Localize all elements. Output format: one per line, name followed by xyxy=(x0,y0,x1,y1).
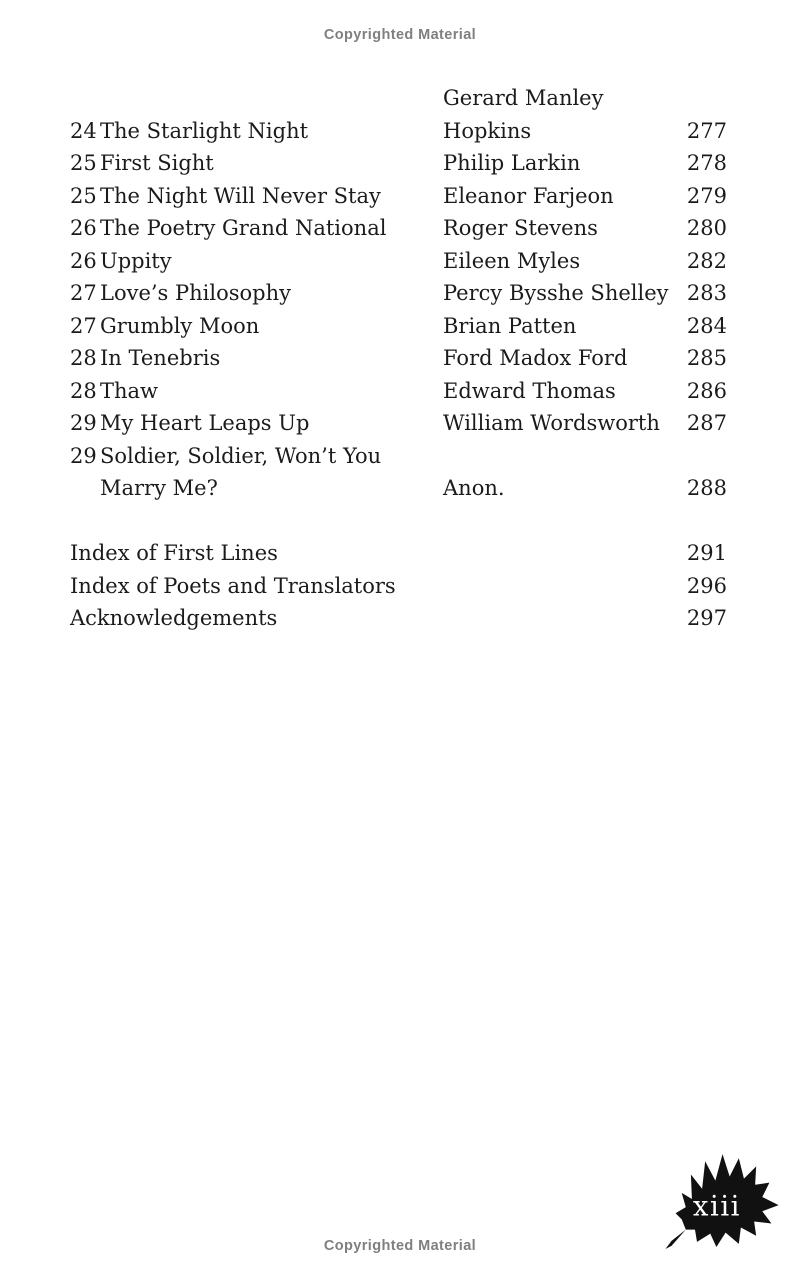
entry-title-cell xyxy=(70,342,443,375)
entry-page-number: 285 xyxy=(686,346,727,370)
toc-entry-row xyxy=(70,212,727,245)
leaf-logo xyxy=(658,1148,786,1250)
copyright-notice-bottom: Copyrighted Material xyxy=(323,1238,477,1254)
entry-poet: Brian Patten xyxy=(443,313,577,338)
entry-title: The Poetry Grand National xyxy=(100,216,387,240)
entry-poet: Edward Thomas xyxy=(443,378,616,403)
back-matter-row xyxy=(70,537,727,570)
entry-day-number: 26 xyxy=(70,216,97,240)
entry-title: Thaw xyxy=(100,378,159,403)
entry-page-number: 279 xyxy=(686,183,727,208)
entry-title-cell xyxy=(70,147,443,180)
entry-title-cell xyxy=(70,310,443,343)
toc-entry-row xyxy=(70,245,727,278)
entry-day-number: 29 xyxy=(70,443,97,468)
copyright-notice-top: Copyrighted Material xyxy=(323,27,477,43)
entry-title-cell xyxy=(70,440,443,505)
entry-day-number: 24 xyxy=(70,118,97,143)
entry-day-number: 28 xyxy=(70,378,97,403)
entry-poet: Ford Madox Ford xyxy=(443,346,628,370)
back-matter-list xyxy=(70,537,727,635)
entry-page-number: 288 xyxy=(686,476,727,500)
entry-poet: William Wordsworth xyxy=(443,411,660,435)
entry-title-cell xyxy=(70,375,443,408)
entry-title: The Starlight Night xyxy=(100,118,309,143)
entry-day-number: 25 xyxy=(70,183,97,208)
entry-title-cell xyxy=(70,115,443,148)
back-matter-title: Index of First Lines xyxy=(70,541,278,565)
back-matter-page-number: 291 xyxy=(686,541,727,565)
entry-title-cell xyxy=(70,277,443,310)
entry-poet: Roger Stevens xyxy=(443,216,598,240)
entry-day-number: 25 xyxy=(70,151,97,175)
section-gap xyxy=(70,505,727,538)
entry-page-number: 284 xyxy=(686,313,727,338)
entry-title-cell xyxy=(70,407,443,440)
entry-title: Uppity xyxy=(100,248,172,273)
toc-entry-list xyxy=(70,82,727,505)
back-matter-row xyxy=(70,570,727,603)
toc-entry-row xyxy=(70,277,727,310)
folio-number: xiii xyxy=(692,1190,741,1223)
toc-entry-row xyxy=(70,407,727,440)
entry-title: The Night Will Never Stay xyxy=(100,183,381,208)
toc-entry-row xyxy=(70,310,727,343)
entry-title: In Tenebris xyxy=(100,346,221,370)
entry-title: Soldier, Soldier, Won’t You xyxy=(100,443,382,468)
table-of-contents xyxy=(70,82,727,635)
back-matter-page-number: 297 xyxy=(686,606,727,630)
toc-entry-row xyxy=(70,342,727,375)
back-matter-title: Index of Poets and Translators xyxy=(70,573,396,598)
entry-page-number: 287 xyxy=(686,411,727,435)
entry-poet: Gerard Manley Hopkins xyxy=(443,86,604,143)
entry-title-continuation: Marry Me? xyxy=(100,476,218,500)
toc-entry-row xyxy=(70,375,727,408)
toc-entry-row xyxy=(70,180,727,213)
entry-poet: Eleanor Farjeon xyxy=(443,183,614,208)
entry-page-number: 278 xyxy=(686,151,727,175)
entry-page-number: 282 xyxy=(686,248,727,273)
entry-day-number: 27 xyxy=(70,313,97,338)
entry-title: First Sight xyxy=(100,151,214,175)
entry-day-number: 27 xyxy=(70,281,97,305)
back-matter-page-number: 296 xyxy=(686,573,727,598)
entry-title-cell xyxy=(70,180,443,213)
entry-page-number: 277 xyxy=(686,118,727,143)
toc-entry-row xyxy=(70,147,727,180)
entry-title-cell xyxy=(70,212,443,245)
entry-poet: Eileen Myles xyxy=(443,248,581,273)
entry-title-cell xyxy=(70,245,443,278)
entry-day-number: 29 xyxy=(70,411,97,435)
entry-poet: Philip Larkin xyxy=(443,151,581,175)
entry-page-number: 280 xyxy=(686,216,727,240)
entry-page-number: 286 xyxy=(686,378,727,403)
toc-entry-row xyxy=(70,440,727,505)
entry-title: My Heart Leaps Up xyxy=(100,411,310,435)
toc-entry-row xyxy=(70,82,727,147)
back-matter-title: Acknowledgements xyxy=(70,606,278,630)
entry-poet: Percy Bysshe Shelley xyxy=(443,281,669,305)
entry-poet: Anon. xyxy=(443,476,505,500)
entry-day-number: 26 xyxy=(70,248,97,273)
entry-title: Love’s Philosophy xyxy=(100,281,291,305)
leaf-icon xyxy=(658,1148,786,1250)
entry-page-number: 283 xyxy=(686,281,727,305)
back-matter-row xyxy=(70,602,727,635)
entry-day-number: 28 xyxy=(70,346,97,370)
entry-title: Grumbly Moon xyxy=(100,313,260,338)
